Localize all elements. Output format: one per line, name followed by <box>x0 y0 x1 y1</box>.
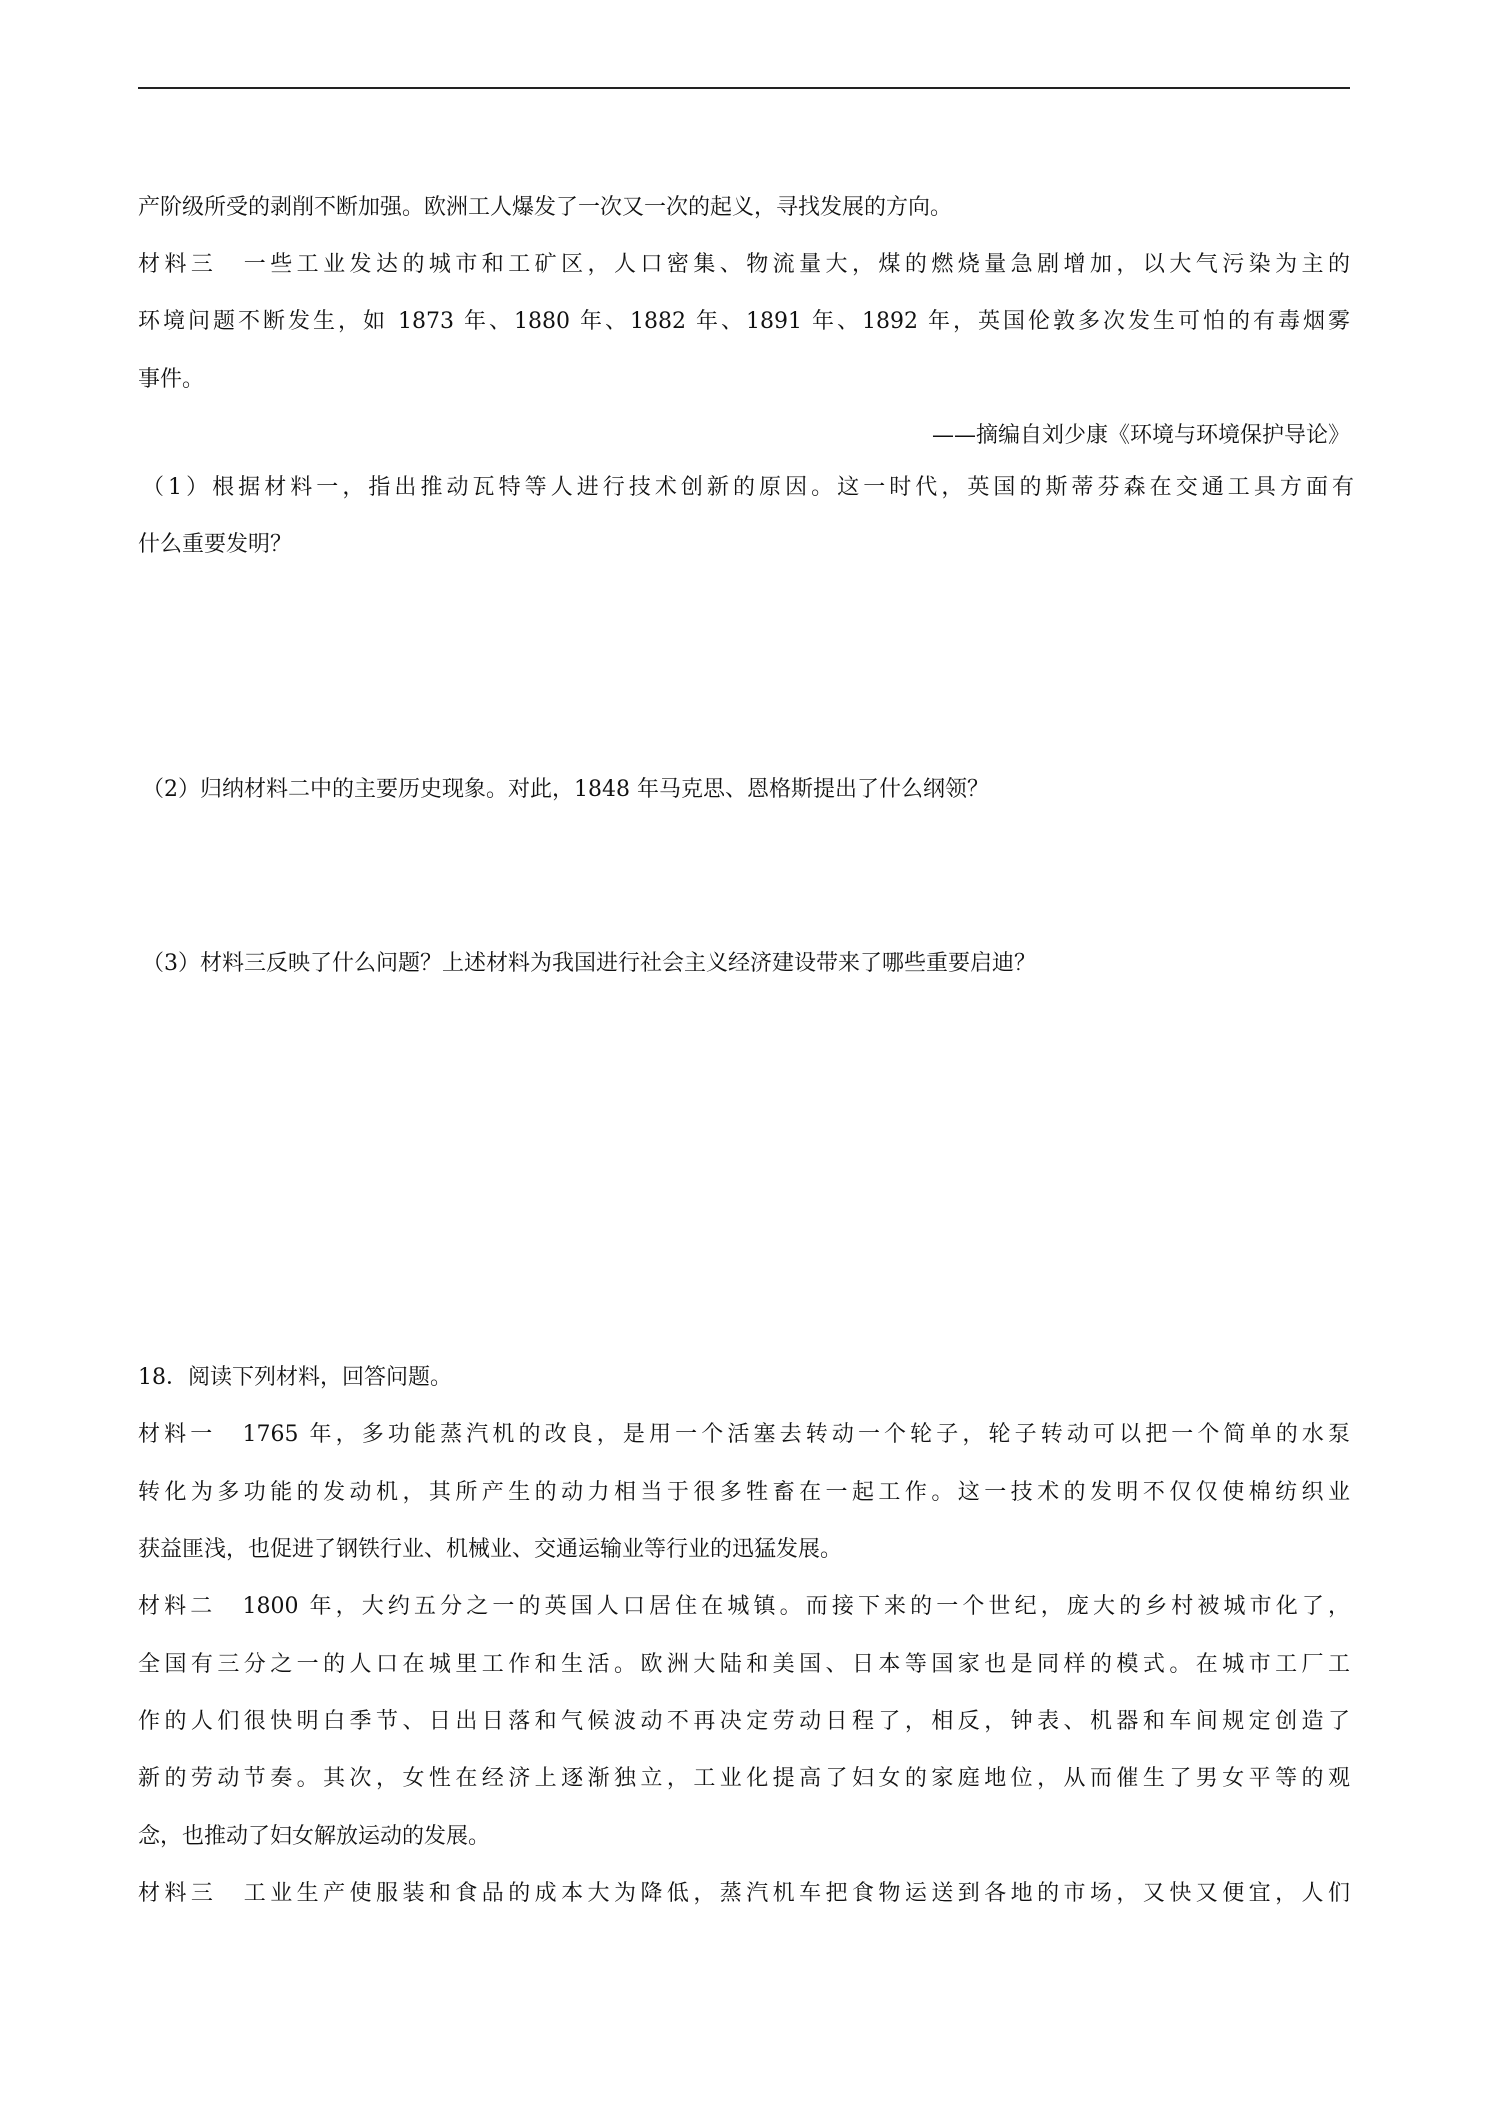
header-rule <box>138 87 1350 89</box>
q18-material-one-line: 材料一 1765 年，多功能蒸汽机的改良，是用一个活塞去转动一个轮子，轮子转动可以把一个简单的水泵 <box>138 1422 1350 1447</box>
q18-material-one-line: 转化为多功能的发动机，其所产生的动力相当于很多牲畜在一起工作。这一技术的发明不仅仅使棉纺织业 <box>138 1480 1350 1505</box>
material-three-line: 事件。 <box>138 367 205 392</box>
q18-material-two-line: 全国有三分之一的人口在城里工作和生活。欧洲大陆和美国、日本等国家也是同样的模式。在城市工厂工 <box>138 1652 1350 1677</box>
material-three-line: 材料三 一些工业发达的城市和工矿区，人口密集、物流量大，煤的燃烧量急剧增加，以大气污染为主的 <box>138 252 1350 277</box>
question-3-line: （3）材料三反映了什么问题？上述材料为我国进行社会主义经济建设带来了哪些重要启迪？ <box>142 951 1037 976</box>
q18-material-two-line: 作的人们很快明白季节、日出日落和气候波动不再决定劳动日程了，相反，钟表、机器和车间规定创造了 <box>138 1709 1350 1734</box>
material-three-line: 环境问题不断发生，如 1873 年、1880 年、1882 年、1891 年、1892 年，英国伦敦多次发生可怕的有毒烟雾 <box>138 309 1350 334</box>
q18-material-two-line: 材料二 1800 年，大约五分之一的英国人口居住在城镇。而接下来的一个世纪，庞大的乡村被城市化了， <box>138 1594 1350 1619</box>
q18-material-two-line: 新的劳动节奏。其次，女性在经济上逐渐独立，工业化提高了妇女的家庭地位，从而催生了男女平等的观 <box>138 1766 1350 1791</box>
q18-material-one-line: 获益匪浅，也促进了钢铁行业、机械业、交通运输业等行业的迅猛发展。 <box>138 1537 843 1562</box>
question-2-line: （2）归纳材料二中的主要历史现象。对此，1848 年马克思、恩格斯提出了什么纲领？ <box>142 777 989 802</box>
question-18-title: 18．阅读下列材料，回答问题。 <box>138 1365 452 1390</box>
question-1-line: （1）根据材料一，指出推动瓦特等人进行技术创新的原因。这一时代，英国的斯蒂芬森在交通工具方面有 <box>142 475 1354 500</box>
continuation-line: 产阶级所受的剥削不断加强。欧洲工人爆发了一次又一次的起义，寻找发展的方向。 <box>138 195 953 220</box>
question-1-line: 什么重要发明？ <box>138 532 293 557</box>
material-source: ——摘编自刘少康《环境与环境保护导论》 <box>931 423 1350 448</box>
q18-material-three-line: 材料三 工业生产使服装和食品的成本大为降低，蒸汽机车把食物运送到各地的市场，又快又便宜，人们 <box>138 1881 1350 1906</box>
q18-material-two-line: 念，也推动了妇女解放运动的发展。 <box>138 1824 491 1849</box>
